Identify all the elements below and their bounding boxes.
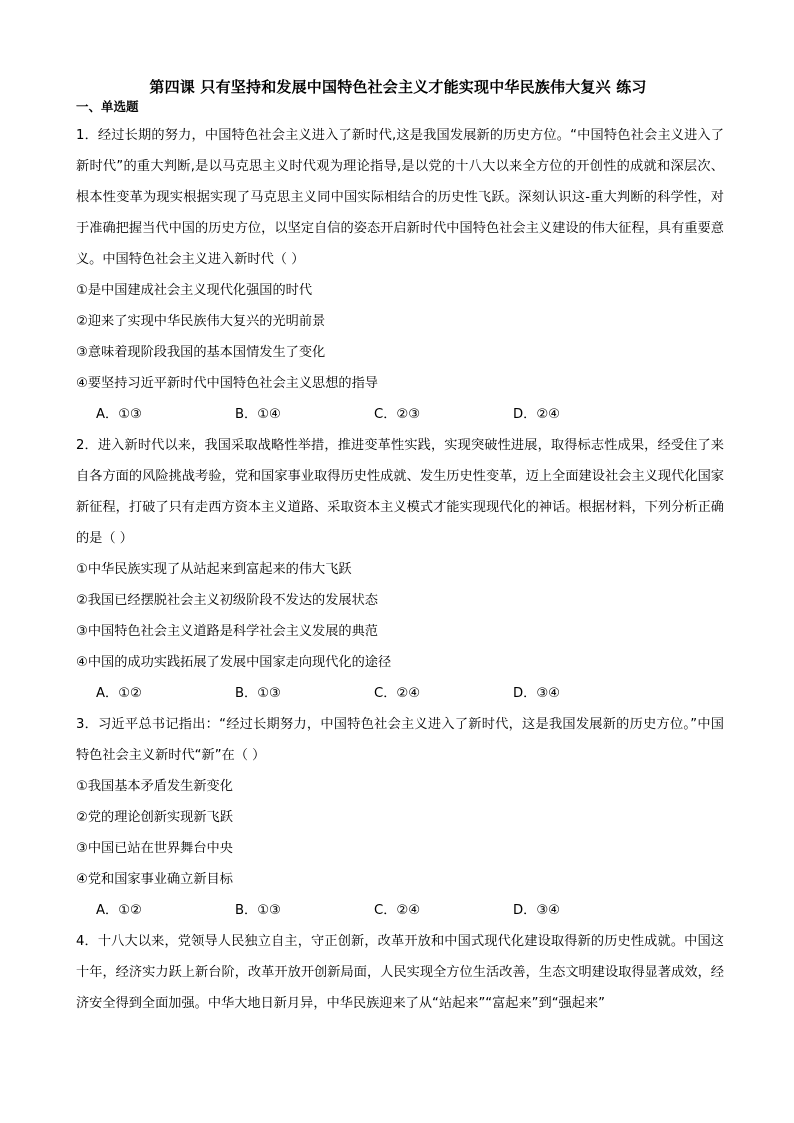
question-stem: 3．习近平总书记指出：“经过长期努力，中国特色社会主义进入了新时代，这是我国发展新的历史方位。”中国特色社会主义新时代“新”在（ ） <box>76 717 724 763</box>
question-2 <box>76 430 724 709</box>
question-stem: 1．经过长期的努力，中国特色社会主义进入了新时代,这是我国发展新的历史方位。“中国特色社会主义进入了新时代”的重大判断,是以马克思主义时代观为理论指导,是以党的十八大以来全方位的开创性的成就和深层次、根本性变革为现实根据实现了马克思主义同中国实际相结合的历史性飞跃。深刻认识这-重大判断的科学性，对于准确把握当代中国的历史方位，以坚定自信的姿态开启新时代中国特色社会主义建设的伟大征程，具有重要意义。中国特色社会主义进入新时代（ ） <box>76 128 724 267</box>
document-title: 第四课 只有坚持和发展中国特色社会主义才能实现中华民族伟大复兴 练习 <box>149 78 647 96</box>
question-4 <box>76 926 724 1019</box>
choice-row <box>76 678 724 709</box>
statement-item: ②迎来了实现中华民族伟大复兴的光明前景 <box>76 314 326 329</box>
choice-c[interactable]: C．②④ <box>374 686 421 701</box>
statement-item: ①我国基本矛盾发生新变化 <box>76 779 233 794</box>
statement-item: ③中国特色社会主义道路是科学社会主义发展的典范 <box>76 624 378 639</box>
choice-row <box>76 399 724 430</box>
statement-item: ③意味着现阶段我国的基本国情发生了变化 <box>76 345 326 360</box>
choice-row <box>76 895 724 926</box>
choice-a[interactable]: A．①② <box>96 686 142 701</box>
statement-item: ③中国已站在世界舞台中央 <box>76 841 233 856</box>
choice-a[interactable]: A．①③ <box>96 407 142 422</box>
statement-item: ②我国已经摆脱社会主义初级阶段不发达的发展状态 <box>76 593 378 608</box>
question-stem: 4．十八大以来，党领导人民独立自主，守正创新，改革开放和中国式现代化建设取得新的历史性成就。中国这十年，经济实力跃上新台阶，改革开放开创新局面，人民实现全方位生活改善，生态文明建设取得显著成效，经济安全得到全面加强。中华大地日新月异，中华民族迎来了从“站起来”“富起来”到“强起来” <box>76 934 724 1011</box>
choice-d[interactable]: D．③④ <box>513 686 560 701</box>
choice-c[interactable]: C．②④ <box>374 903 421 918</box>
choice-d[interactable]: D．③④ <box>513 903 560 918</box>
choice-b[interactable]: B．①③ <box>235 686 281 701</box>
choice-b[interactable]: B．①④ <box>235 407 281 422</box>
choice-d[interactable]: D．②④ <box>513 407 560 422</box>
statement-item: ①是中国建成社会主义现代化强国的时代 <box>76 283 313 298</box>
statement-item: ④要坚持习近平新时代中国特色社会主义思想的指导 <box>76 376 378 391</box>
choice-b[interactable]: B．①③ <box>235 903 281 918</box>
choice-c[interactable]: C．②③ <box>374 407 421 422</box>
question-1 <box>76 120 724 430</box>
question-3 <box>76 709 724 926</box>
statement-item: ④党和国家事业确立新目标 <box>76 872 233 887</box>
statement-item: ②党的理论创新实现新飞跃 <box>76 810 233 825</box>
section-heading: 一、单选题 <box>76 99 139 114</box>
statement-item: ④中国的成功实践拓展了发展中国家走向现代化的途径 <box>76 655 392 670</box>
question-stem: 2．进入新时代以来，我国采取战略性举措，推进变革性实践，实现突破性进展，取得标志性成果，经受住了来自各方面的风险挑战考验，党和国家事业取得历史性成就、发生历史性变革，迈上全面建设社会主义现代化国家新征程，打破了只有走西方资本主义道路、采取资本主义模式才能实现现代化的神话。根据材料，下列分析正确的是（ ） <box>76 438 724 546</box>
statement-item: ①中华民族实现了从站起来到富起来的伟大飞跃 <box>76 562 352 577</box>
question-list <box>76 120 724 1019</box>
choice-a[interactable]: A．①② <box>96 903 142 918</box>
